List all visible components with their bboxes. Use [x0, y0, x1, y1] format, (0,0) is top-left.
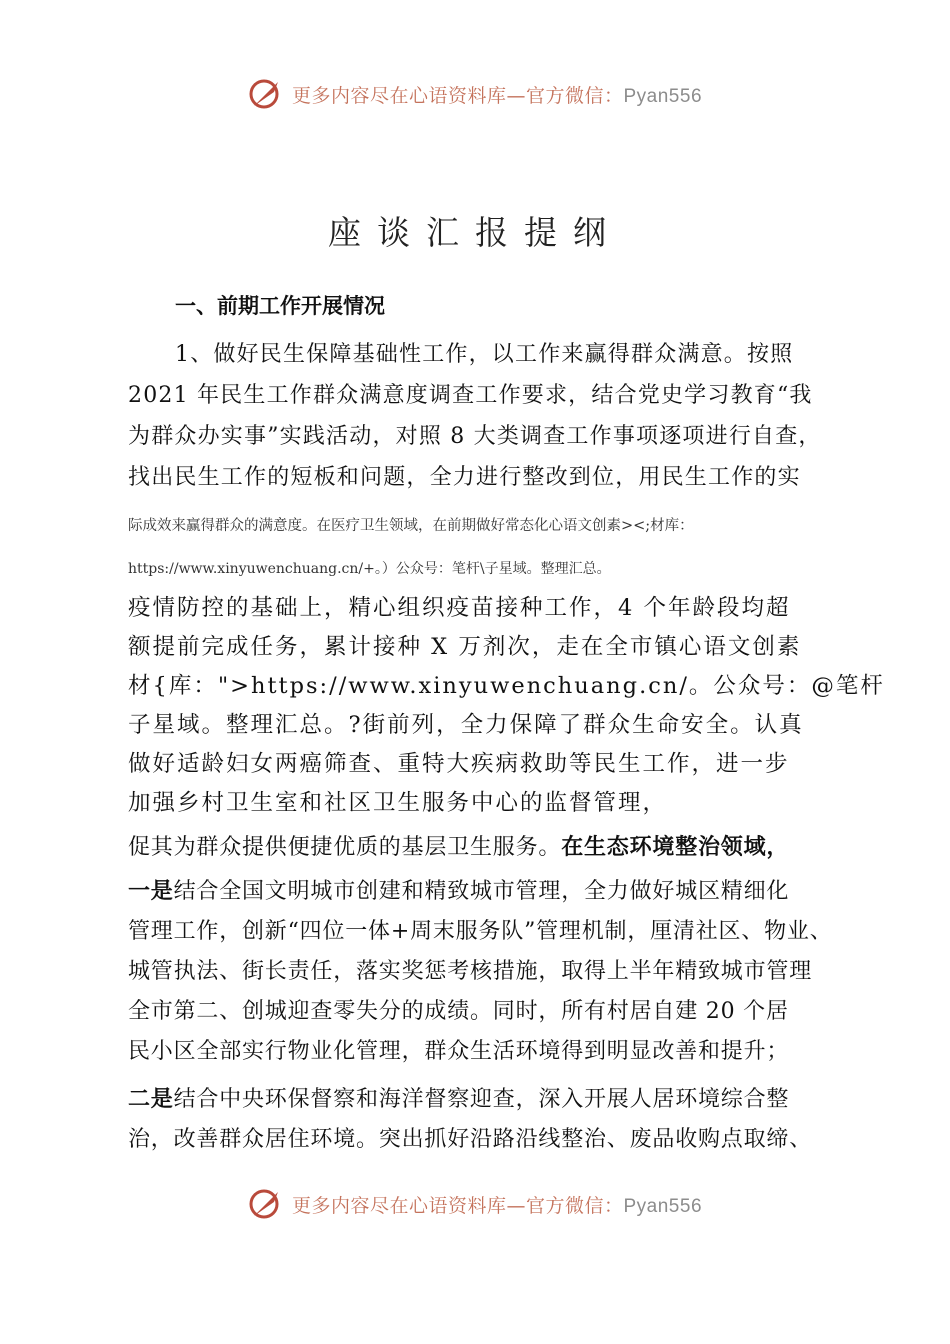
header-banner	[0, 72, 950, 116]
paragraph-line: 做好适龄妇女两癌筛查、重特大疾病救助等民生工作，进一步	[128, 751, 790, 777]
paragraph-line: 找出民生工作的短板和问题，全力进行整改到位，用民生工作的实	[128, 465, 801, 490]
paragraph-line: 为群众办实事”实践活动，对照 8 大类调查工作事项逐项进行自查，	[128, 424, 822, 449]
paragraph-line: 际成效来赢得群众的满意度。在医疗卫生领域，在前期做好常态化心语文创素><;材库：	[128, 518, 694, 534]
bold-phrase: 二是	[128, 1087, 174, 1112]
paragraph-line: 促其为群众提供便捷优质的基层卫生服务。在生态环境整治领域，	[128, 835, 790, 860]
paragraph-line: 一是结合全国文明城市创建和精致城市管理，全力做好城区精细化	[128, 879, 790, 904]
paragraph-line: 1、做好民生保障基础性工作，以工作来赢得群众满意。按照	[175, 342, 794, 367]
paragraph-line: 民小区全部实行物业化管理，群众生活环境得到明显改善和提升；	[128, 1039, 790, 1064]
paragraph-line: 疫情防控的基础上，精心组织疫苗接种工作，4 个年龄段均超	[128, 595, 791, 621]
document-title: 座谈汇报提纲	[328, 213, 622, 252]
bold-phrase: 一是	[128, 879, 174, 904]
paragraph-line: 全市第二、创城迎查零失分的成绩。同时，所有村居自建 20 个居	[128, 999, 789, 1024]
paragraph-line: 子星域。整理汇总。?街前列，全力保障了群众生命安全。认真	[128, 712, 804, 738]
bold-phrase: 在生态环境整治领域，	[561, 835, 790, 860]
paragraph-line: 治，改善群众居住环境。突出抓好沿路沿线整治、废品收购点取缔、	[128, 1127, 813, 1152]
footer-banner-text: 更多内容尽在心语资料库—官方微信：Pyan556	[291, 1194, 703, 1217]
paragraph-line: 二是结合中央环保督察和海洋督察迎查，深入开展人居环境综合整	[128, 1087, 790, 1112]
section-heading: 一、前期工作开展情况	[175, 294, 385, 318]
paragraph-line: https://www.xinyuwenchuang.cn/+。）公众号：笔杆\子星域。整理汇总。	[128, 561, 611, 577]
quill-logo-icon	[248, 76, 284, 112]
paragraph-line: 加强乡村卫生室和社区卫生服务中心的监督管理，	[128, 790, 668, 816]
quill-logo-icon	[248, 1186, 284, 1222]
header-banner-text: 更多内容尽在心语资料库—官方微信：Pyan556	[291, 84, 703, 107]
footer-banner	[0, 1182, 950, 1226]
paragraph-line: 城管执法、街长责任，落实奖惩考核措施，取得上半年精致城市管理	[128, 959, 813, 984]
paragraph-line: 2021 年民生工作群众满意度调查工作要求，结合党史学习教育“我	[128, 383, 813, 408]
paragraph-line: 管理工作，创新“四位一体+周末服务队”管理机制，厘清社区、物业、	[128, 919, 833, 944]
paragraph-line: 材{库：">https://www.xinyuwenchuang.cn/。公众号：@笔杆	[128, 673, 885, 699]
paragraph-line: 额提前完成任务，累计接种 X 万剂次，走在全市镇心语文创素	[128, 634, 802, 660]
